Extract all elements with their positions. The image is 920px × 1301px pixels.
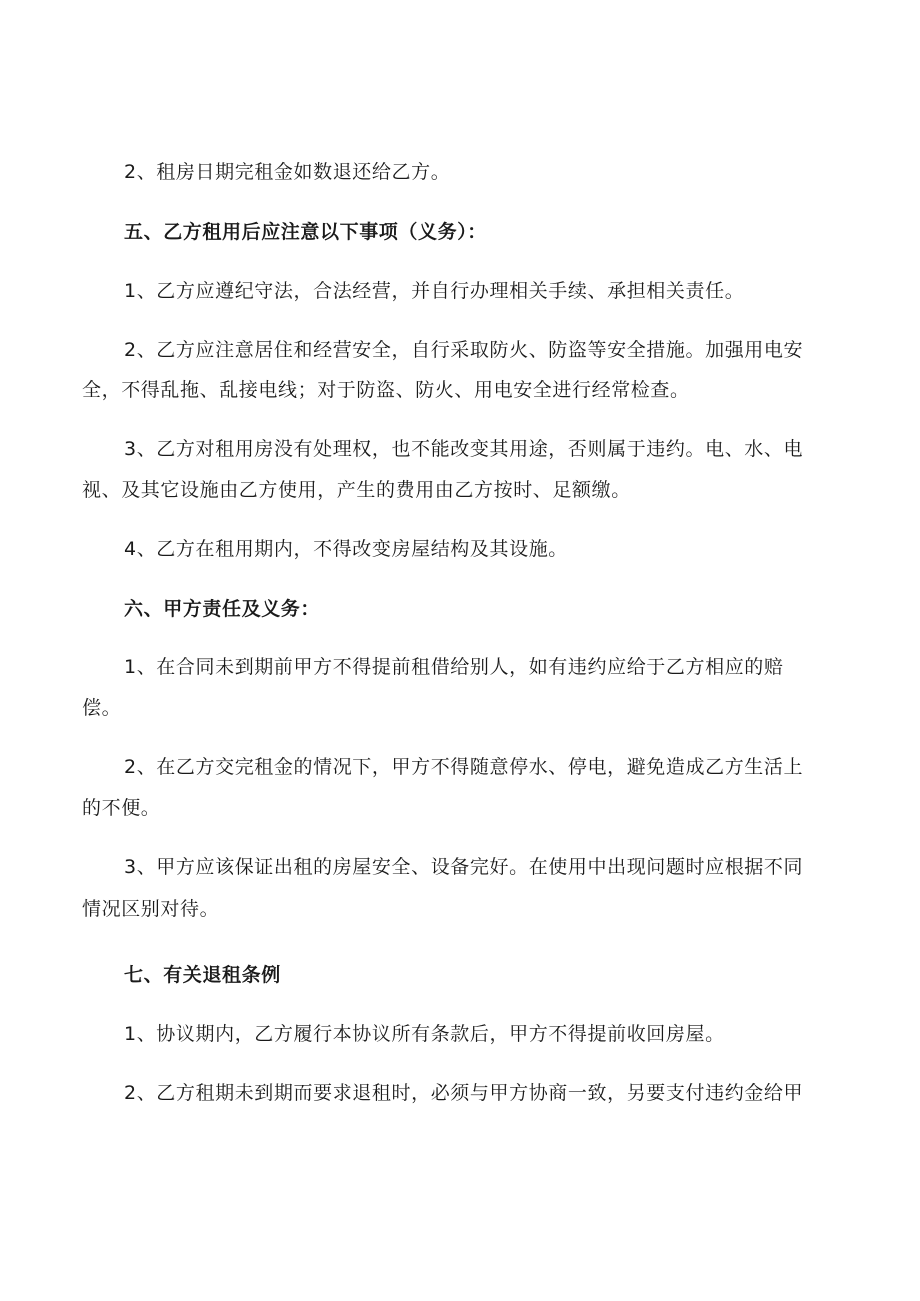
- section-heading: 六、甲方责任及义务：: [124, 598, 321, 620]
- section-heading: 七、有关退租条例: [124, 964, 281, 986]
- clause-text: 的不便。: [82, 797, 161, 819]
- clause-text: 1、在合同未到期前甲方不得提前租借给别人，如有违约应给于乙方相应的赔: [124, 656, 784, 678]
- clause-text: 2、乙方应注意居住和经营安全，自行采取防火、防盗等安全措施。加强用电安: [124, 339, 804, 361]
- clause-text: 3、甲方应该保证出租的房屋安全、设备完好。在使用中出现问题时应根据不同: [124, 856, 804, 878]
- clause-text: 2、租房日期完租金如数退还给乙方。: [124, 161, 451, 183]
- clause-text: 视、及其它设施由乙方使用，产生的费用由乙方按时、足额缴。: [82, 479, 631, 501]
- clause-text: 偿。: [82, 697, 122, 719]
- clause-text: 2、乙方租期未到期而要求退租时，必须与甲方协商一致，另要支付违约金给甲: [124, 1082, 804, 1104]
- section-heading: 五、乙方租用后应注意以下事项（义务）：: [124, 221, 487, 243]
- clause-text: 情况区别对待。: [82, 898, 220, 920]
- clause-text: 2、在乙方交完租金的情况下，甲方不得随意停水、停电，避免造成乙方生活上: [124, 756, 804, 778]
- clause-text: 全，不得乱拖、乱接电线；对于防盗、防火、用电安全进行经常检查。: [82, 379, 690, 401]
- clause-text: 1、乙方应遵纪守法，合法经营，并自行办理相关手续、承担相关责任。: [124, 280, 745, 302]
- clause-text: 1、协议期内，乙方履行本协议所有条款后，甲方不得提前收回房屋。: [124, 1023, 725, 1045]
- clause-text: 3、乙方对租用房没有处理权，也不能改变其用途，否则属于违约。电、水、电: [124, 438, 804, 460]
- clause-text: 4、乙方在租用期内，不得改变房屋结构及其设施。: [124, 538, 568, 560]
